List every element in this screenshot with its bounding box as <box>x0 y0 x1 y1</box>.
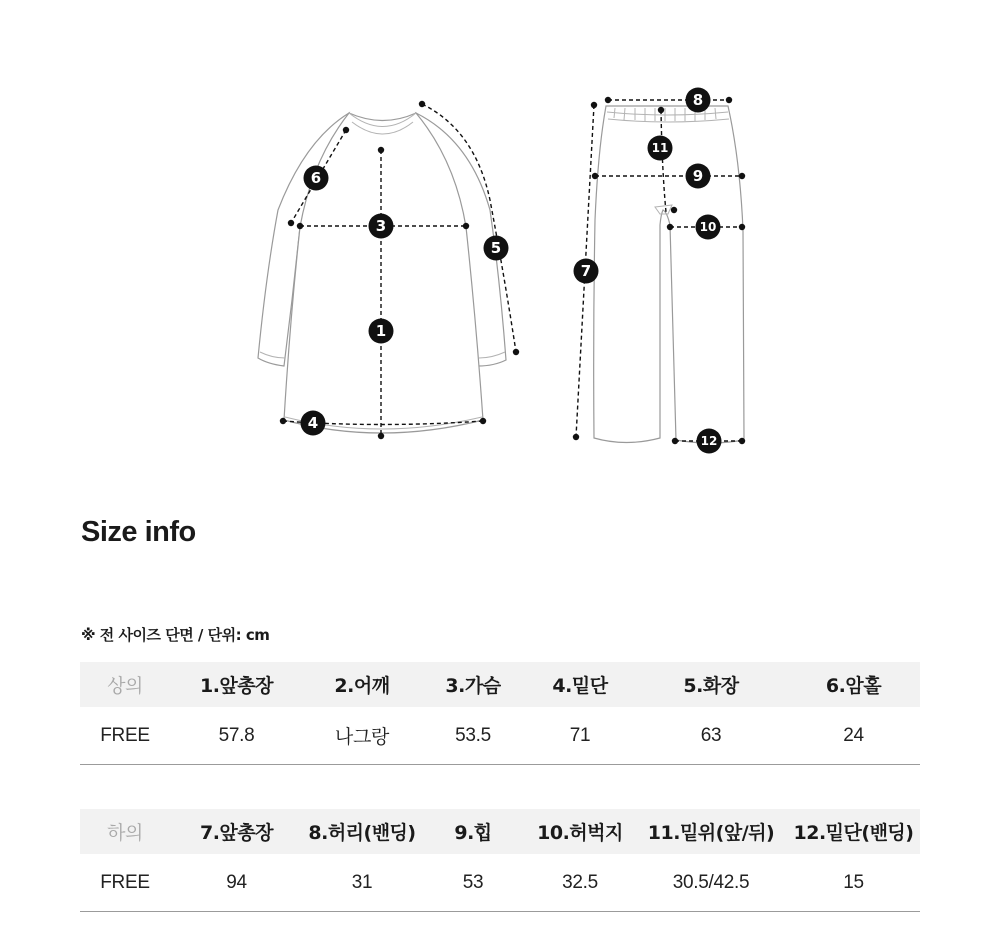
header-rise: 11.밑위(앞/뒤) <box>635 809 787 854</box>
header-hip: 9.힙 <box>421 809 525 854</box>
badge-1 <box>369 319 394 344</box>
header-hem-banding: 12.밑단(밴딩) <box>787 809 920 854</box>
header-shoulder: 2.어깨 <box>303 662 421 707</box>
badge-6 <box>304 166 329 191</box>
badge-11-label: 11 <box>651 141 669 155</box>
badge-11 <box>648 136 673 161</box>
table-cell: 53 <box>421 854 525 912</box>
header-chest: 3.가슴 <box>421 662 525 707</box>
badge-4-label: 4 <box>307 414 319 432</box>
table-row <box>80 854 920 912</box>
badge-12 <box>697 429 722 454</box>
size-info-title: Size info <box>81 516 196 548</box>
table-cell: 30.5/42.5 <box>635 854 787 912</box>
badge-9-label: 9 <box>692 167 704 185</box>
badge-4 <box>301 411 326 436</box>
table-cell: 63 <box>635 707 787 765</box>
badge-10-label: 10 <box>699 220 717 234</box>
bottom-table-header-row <box>80 809 920 854</box>
top-table-header-row <box>80 662 920 707</box>
header-front-length: 7.앞총장 <box>170 809 303 854</box>
bottom-table-category-label: 하의 <box>80 809 170 854</box>
badge-5-label: 5 <box>490 239 502 257</box>
top-table-category-label: 상의 <box>80 662 170 707</box>
badge-8-label: 8 <box>692 91 704 109</box>
header-front-length: 1.앞총장 <box>170 662 303 707</box>
badge-9 <box>686 164 711 189</box>
badge-3 <box>369 214 394 239</box>
header-hem: 4.밑단 <box>525 662 635 707</box>
badge-5 <box>484 236 509 261</box>
table-cell: 24 <box>787 707 920 765</box>
bottom-size-table <box>80 809 920 912</box>
badge-3-label: 3 <box>375 217 387 235</box>
table-cell: 31 <box>303 854 421 912</box>
size-label: FREE <box>80 707 170 765</box>
badge-7 <box>574 259 599 284</box>
table-cell: 94 <box>170 854 303 912</box>
table-cell: 32.5 <box>525 854 635 912</box>
header-waist: 8.허리(밴딩) <box>303 809 421 854</box>
badge-1-label: 1 <box>375 322 387 340</box>
badge-8 <box>686 88 711 113</box>
top-garment-illustration <box>258 113 506 433</box>
size-note: ※ 전 사이즈 단면 / 단위: cm <box>81 626 270 644</box>
header-sleeve-length: 5.화장 <box>635 662 787 707</box>
badge-6-label: 6 <box>310 169 322 187</box>
header-thigh: 10.허벅지 <box>525 809 635 854</box>
table-row <box>80 707 920 765</box>
badge-12-label: 12 <box>700 434 718 448</box>
table-cell: 나그랑 <box>303 707 421 765</box>
table-cell: 57.8 <box>170 707 303 765</box>
size-label: FREE <box>80 854 170 912</box>
table-cell: 15 <box>787 854 920 912</box>
top-size-table <box>80 662 920 765</box>
badge-7-label: 7 <box>580 262 592 280</box>
badge-10 <box>696 215 721 240</box>
table-cell: 53.5 <box>421 707 525 765</box>
table-cell: 71 <box>525 707 635 765</box>
header-armhole: 6.암홀 <box>787 662 920 707</box>
